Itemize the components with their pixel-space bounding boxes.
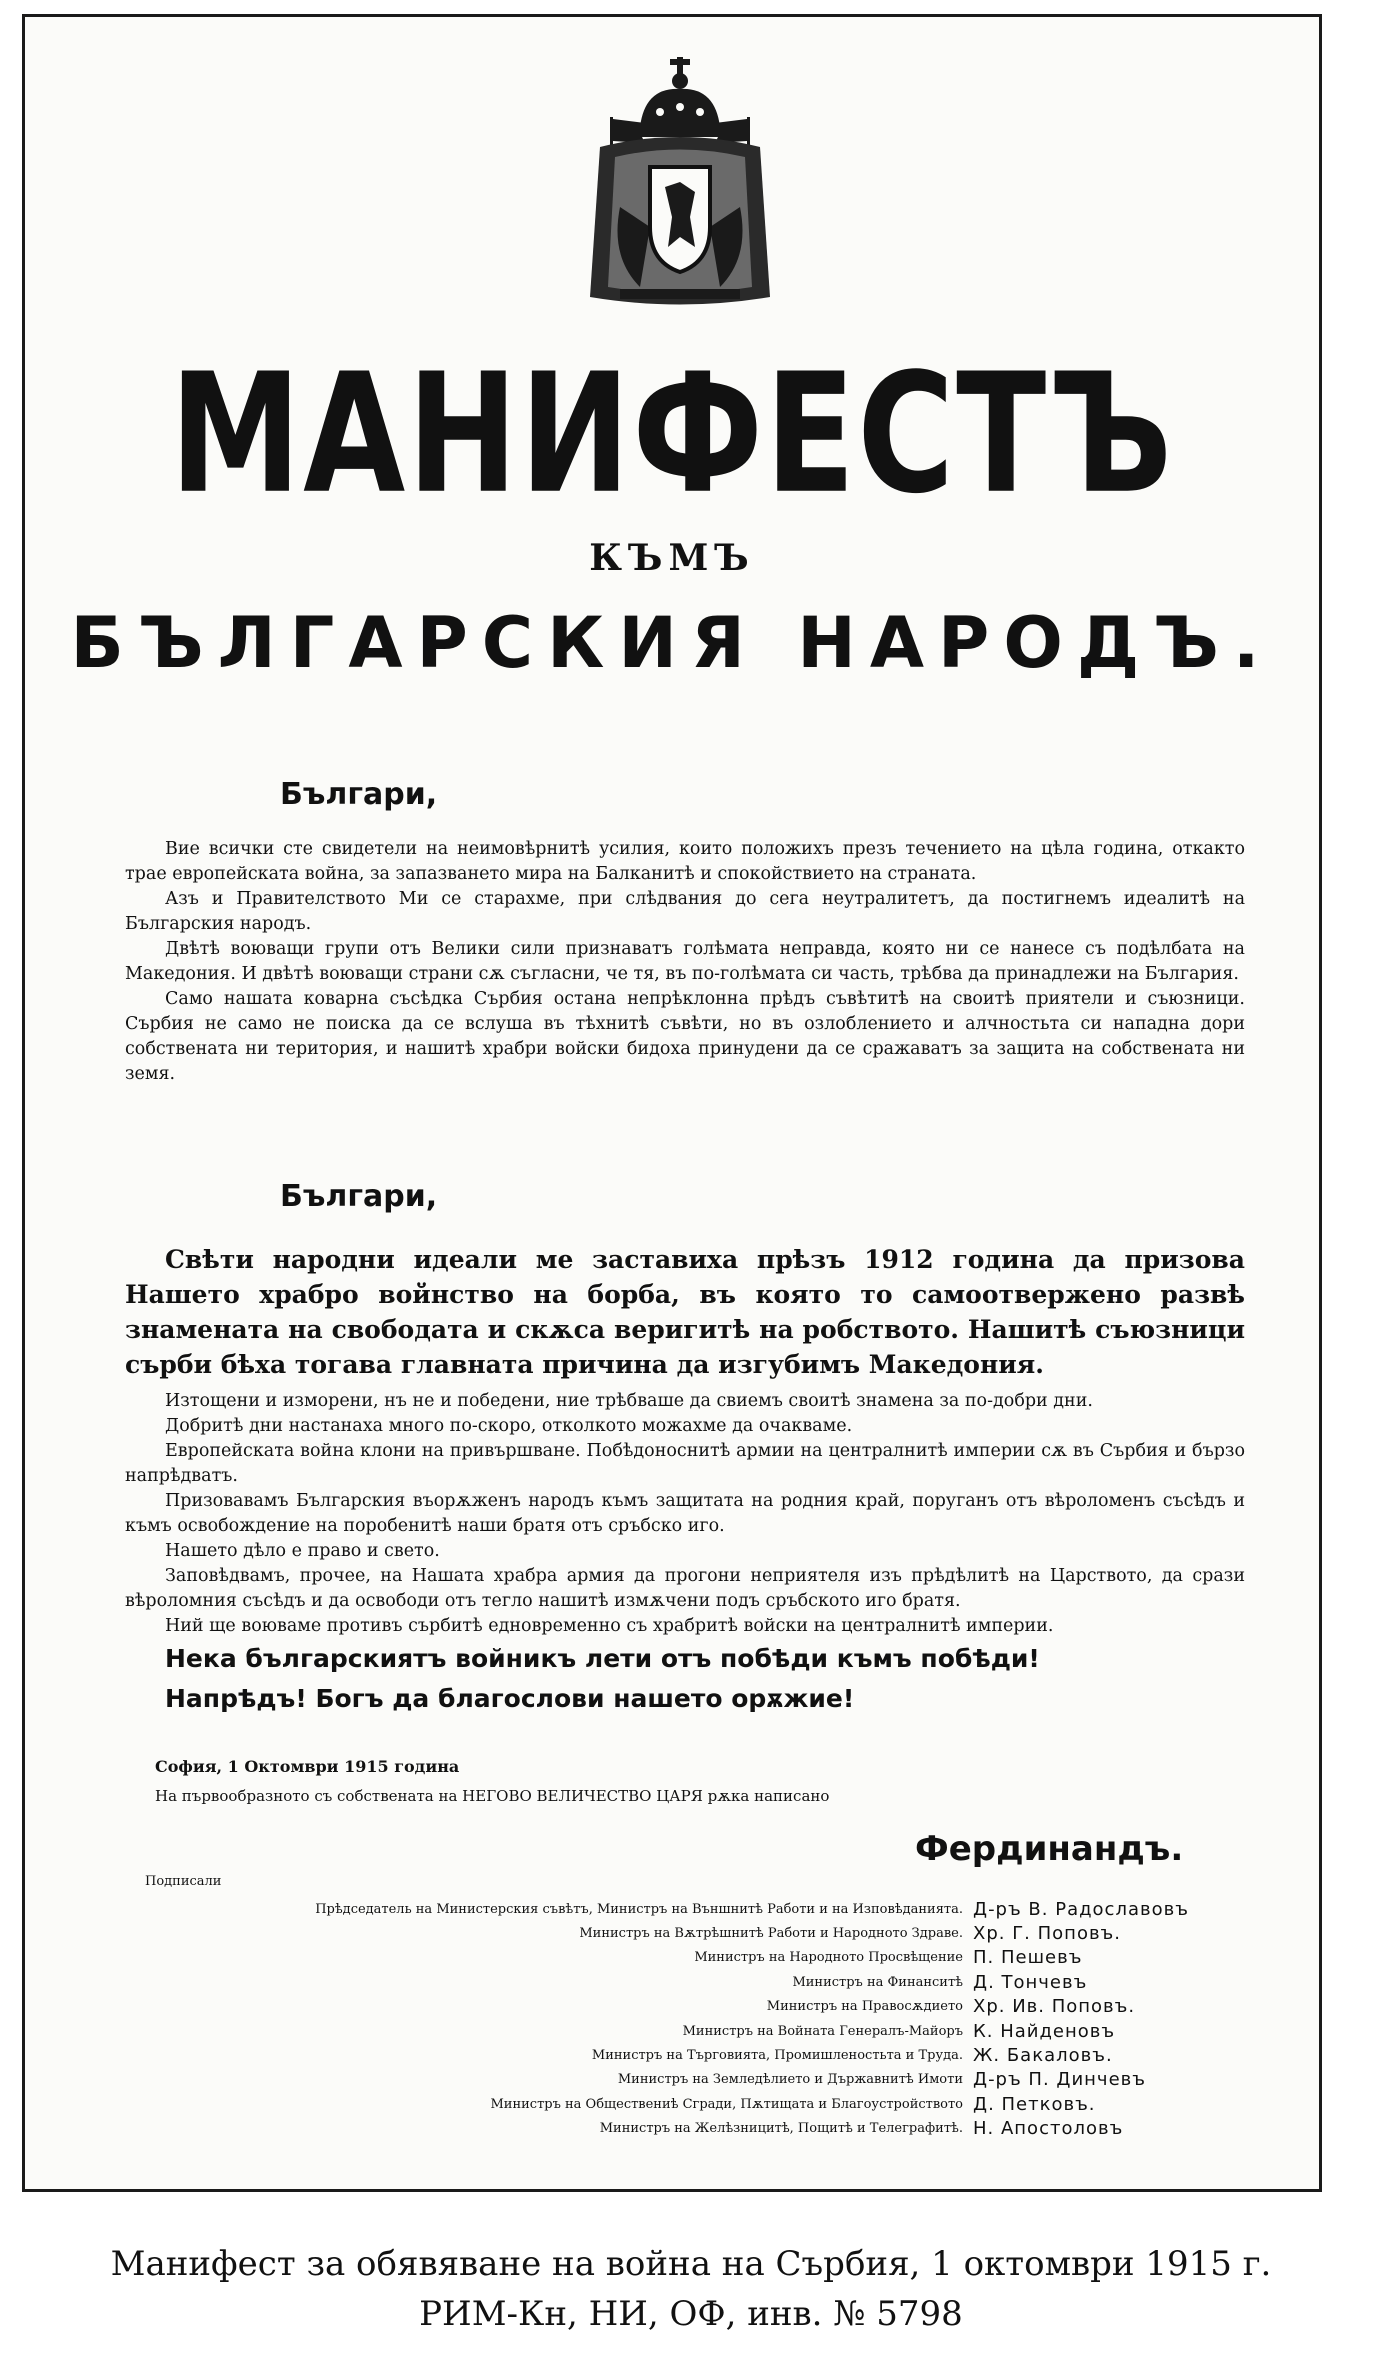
- salutation-first: Българи,: [280, 777, 438, 812]
- minister-name: Ж. Бакаловъ.: [973, 2045, 1113, 2067]
- caption-title: [0, 2240, 1382, 2288]
- paragraph: Свѣти народни идеали ме заставиха прѣзъ 1912 година да призова Нашето храбро войнство на борба, въ която то самоотвержено развѣ знамената на свободата и скѫса веригитѣ на робството. Нашитѣ съюзници сърби бѣха тогава главната причина да изгубимъ Македония.: [125, 1245, 1245, 1379]
- list-item: [55, 2043, 1295, 2067]
- minister-position: Министръ на Обществениѣ Сгради, Пѫтищата и Благоустройството: [490, 2096, 963, 2112]
- minister-name: К. Найденовъ: [973, 2020, 1116, 2042]
- minister-position: Министръ на Правосѫдието: [766, 1999, 963, 2015]
- royal-signature: Фердинандъ.: [915, 1829, 1184, 1869]
- attestation-note: На първообразното съ собствената на НЕГОВО ВЕЛИЧЕСТВО ЦАРЯ рѫка написано: [155, 1787, 830, 1805]
- minister-position: Министръ на Търговията, Промишленостьта и Труда.: [591, 2048, 963, 2064]
- caption-inventory: [0, 2290, 1382, 2338]
- list-item: [55, 2068, 1295, 2092]
- caption-title-text: Манифест за обявяване на война на Сърбия, 1 октомври 1915 г.: [110, 2244, 1272, 2284]
- paragraph: Европейската война клони на привършване. Побѣдоноснитѣ армии на централнитѣ империи сѫ въ Сърбия и бързо напрѣдватъ.: [125, 1441, 1245, 1486]
- minister-name: Д-ръ В. Радославовъ: [973, 1898, 1189, 1920]
- list-item: [55, 1921, 1295, 1945]
- minister-name: Д-ръ П. Динчевъ: [973, 2069, 1146, 2091]
- list-item: [55, 2092, 1295, 2116]
- coat-of-arms-emblem: [570, 57, 790, 317]
- minister-position: Министръ на Народното Просвѣщение: [694, 1950, 963, 1966]
- minister-name: Хр. Ив. Поповъ.: [973, 1996, 1136, 2018]
- signatories-label: Подписали: [145, 1874, 222, 1889]
- paragraph: Нашето дѣло е право и свето.: [165, 1541, 440, 1561]
- paragraph: Заповѣдвамъ, прочее, на Нашата храбра армия да прогони неприятеля изъ прѣдѣлитѣ на Царството, да срази вѣроломния съсѣдъ и да освободи отъ тегло нашитѣ измѫчени подъ сръбското иго братя.: [125, 1566, 1245, 1611]
- caption-inventory-text: РИМ-Кн, НИ, ОФ, инв. № 5798: [419, 2294, 963, 2334]
- title-addressee: БЪЛГАРСКИЯ НАРОДЪ.: [70, 602, 1274, 684]
- minister-position: Министръ на Вѫтрѣшнитѣ Работи и Народното Здраве.: [579, 1926, 963, 1942]
- closing-line: Нека българскиятъ войникъ лети отъ побѣди къмъ побѣди!: [165, 1644, 1040, 1673]
- issue-date: София, 1 Октомври 1915 година: [155, 1757, 460, 1776]
- second-section-text: [125, 1389, 1245, 1719]
- title-preposition: КЪМЪ: [589, 537, 755, 579]
- list-item: [55, 2117, 1295, 2141]
- paragraph: Само нашата коварна съсѣдка Сърбия остана непрѣклонна прѣдъ съвѣтитѣ на своитѣ приятели и съюзници. Сърбия не само не поиска да се вслуша въ тѣхнитѣ съвѣти, но въ озлоблението и алчностьта си нападна дори собствената ни територия, и нашитѣ храбри войски бидоха принудени да се сражаватъ за защита на собствената ни земя.: [125, 989, 1245, 1084]
- paragraph: Двѣтѣ воюващи групи отъ Велики сили признаватъ голѣмата неправда, която ни се нанесе съ подѣлбата на Македония. И двѣтѣ воюващи страни сѫ съгласни, че тя, въ по-голѣмата си часть, трѣбва да принадлежи на България.: [125, 939, 1245, 984]
- paragraph: Азъ и Правителството Ми се старахме, при слѣдвания до сега неутралитетъ, да постигнемъ идеалитѣ на Българския народъ.: [125, 889, 1245, 934]
- list-item: [55, 1946, 1295, 1970]
- closing-line: Напрѣдъ! Богъ да благослови нашето орѫжие!: [165, 1684, 855, 1713]
- salutation-second: Българи,: [280, 1179, 438, 1214]
- minister-name: Д. Петковъ.: [973, 2093, 1096, 2115]
- minister-name: П. Пешевъ: [973, 1947, 1083, 1969]
- minister-position: Министръ на Желѣзницитѣ, Пощитѣ и Телеграфитѣ.: [599, 2121, 963, 2137]
- minister-position: Министръ на Земледѣлието и Държавнитѣ Имоти: [617, 2072, 963, 2088]
- minister-name: Д. Тончевъ: [973, 1971, 1088, 1993]
- minister-name: Хр. Г. Поповъ.: [973, 1923, 1121, 1945]
- minister-position: Министръ на Финанситѣ: [792, 1974, 963, 1990]
- paragraph: Вие всички сте свидетели на неимовѣрнитѣ усилия, които положихъ презъ течението на цѣла година, откакто трае европейската война, за запазването мира на Балканитѣ и спокойствието на страната.: [125, 839, 1245, 884]
- minister-position: Прѣдседатель на Министерския съвѣтъ, Министръ на Външнитѣ Работи и на Изповѣданията.: [315, 1901, 963, 1917]
- minister-name: Н. Апостоловъ: [973, 2118, 1124, 2140]
- list-item: [55, 1897, 1295, 1921]
- paragraph: Изтощени и изморени, нъ не и победени, ние трѣбваше да свиемъ своитѣ знамена за по-добри дни.: [165, 1391, 1093, 1411]
- list-item: [55, 1970, 1295, 1994]
- paragraph: Ний ще воюваме противъ сърбитѣ едновременно съ храбритѣ войски на централнитѣ империи.: [165, 1616, 1054, 1636]
- paragraph: Призовавамъ Българския въорѫженъ народъ къмъ защитата на родния край, поруганъ отъ вѣроломенъ съсѣдъ и къмъ освобождение на поробенитѣ наши братя отъ сръбско иго.: [125, 1491, 1245, 1536]
- minister-position: Министръ на Войната Генералъ-Майоръ: [682, 2023, 963, 2039]
- first-section-text: [125, 837, 1245, 1087]
- list-item: [55, 2019, 1295, 2043]
- list-item: [55, 1995, 1295, 2019]
- second-section-lead: [125, 1242, 1245, 1382]
- manifesto-title: МАНИФЕСТЪ: [169, 338, 1175, 531]
- paragraph: Добритѣ дни настанаха много по-скоро, отколкото можахме да очакваме.: [165, 1416, 853, 1436]
- manifesto-poster: [22, 14, 1322, 2192]
- ministers-list: [55, 1897, 1295, 2141]
